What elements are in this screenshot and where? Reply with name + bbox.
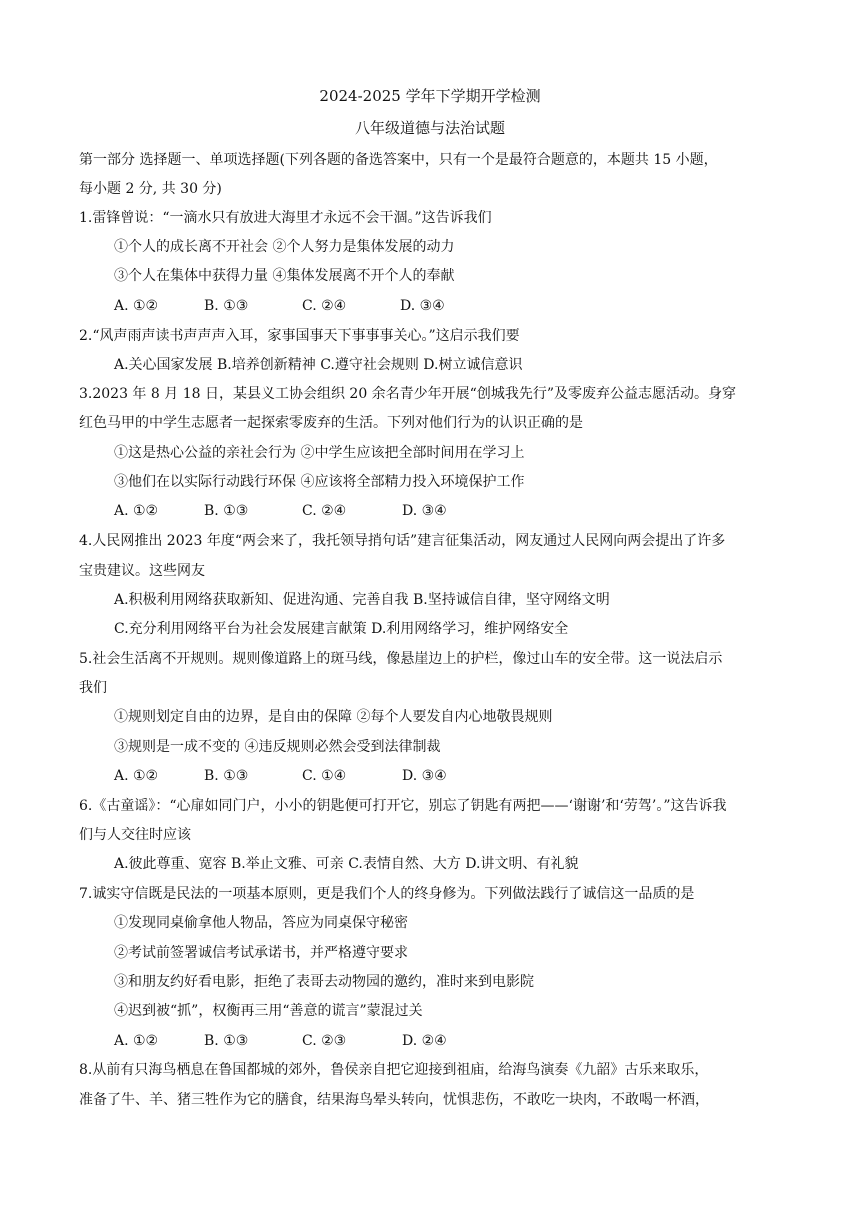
question-1-statement: ③个人在集体中获得力量 ④集体发展离不开个人的奉献 — [114, 268, 455, 284]
question-4-stem: 4.人民网推出 2023 年度“两会来了，我托领导捎句话”建言征集活动，网友通过人民网向两会提出了许多 — [79, 533, 726, 549]
option-b[interactable]: B. ①③ — [204, 298, 249, 314]
question-8-stem-cont: 准备了牛、羊、猪三牲作为它的膳食，结果海鸟晕头转向，忧惧悲伤，不敢吃一块肉，不敢喝一杯酒， — [79, 1092, 709, 1108]
option-a[interactable]: A. ①② — [114, 503, 159, 519]
question-5-stem-cont: 我们 — [79, 680, 107, 696]
option-c[interactable]: C. ②③ — [302, 1033, 347, 1049]
question-5-statement: ①规则划定自由的边界，是自由的保障 ②每个人要发自内心地敬畏规则 — [114, 709, 553, 725]
option-b[interactable]: B. ①③ — [204, 768, 249, 784]
question-1-options — [114, 296, 445, 316]
option-a[interactable]: A. ①② — [114, 298, 159, 314]
question-5-statement: ③规则是一成不变的 ④违反规则必然会受到法律制裁 — [114, 739, 441, 755]
question-4-options[interactable]: C.充分利用网络平台为社会发展建言献策 D.利用网络学习，维护网络安全 — [114, 621, 569, 637]
question-7-options — [114, 1031, 447, 1051]
question-1-stem: 1.雷锋曾说：“一滴水只有放进大海里才永远不会干涸。”这告诉我们 — [79, 210, 492, 226]
question-1-statement: ①个人的成长离不开社会 ②个人努力是集体发展的动力 — [114, 239, 455, 255]
question-2-stem: 2.“风声雨声读书声声声入耳，家事国事天下事事事关心。”这启示我们要 — [79, 328, 520, 344]
option-c[interactable]: C. ①④ — [302, 768, 347, 784]
option-b[interactable]: B. ①③ — [204, 503, 249, 519]
question-7-stem: 7.诚实守信既是民法的一项基本原则，更是我们个人的终身修为。下列做法践行了诚信这一品质的是 — [79, 886, 695, 902]
question-3-statement: ③他们在以实际行动践行环保 ④应该将全部精力投入环境保护工作 — [114, 474, 525, 490]
question-2-options[interactable]: A.关心国家发展 B.培养创新精神 C.遵守社会规则 D.树立诚信意识 — [114, 357, 523, 373]
question-7-statement: ④迟到被“抓”，权衡再三用“善意的谎言”蒙混过关 — [114, 1003, 423, 1019]
section-heading-cont: 每小题 2 分, 共 30 分) — [79, 181, 222, 197]
question-3-stem: 3.2023 年 8 月 18 日，某县义工协会组织 20 余名青少年开展“创城我先行”及零废弃公益志愿活动。身穿 — [79, 386, 736, 402]
question-3-stem-cont: 红色马甲的中学生志愿者一起探索零废弃的生活。下列对他们行为的认识正确的是 — [79, 415, 583, 431]
question-6-options[interactable]: A.彼此尊重、宽容 B.举止文雅、可亲 C.表情自然、大方 D.讲文明、有礼貌 — [114, 856, 579, 872]
question-4-options[interactable]: A.积极利用网络获取新知、促进沟通、完善自我 B.坚持诚信自律，坚守网络文明 — [114, 592, 610, 608]
option-d[interactable]: D. ③④ — [402, 768, 447, 784]
question-7-statement: ②考试前签署诚信考试承诺书，并严格遵守要求 — [114, 945, 408, 961]
option-b[interactable]: B. ①③ — [204, 1033, 249, 1049]
question-3-options — [114, 501, 447, 521]
question-5-options — [114, 766, 447, 786]
option-d[interactable]: D. ②④ — [402, 1033, 447, 1049]
option-a[interactable]: A. ①② — [114, 1033, 159, 1049]
question-4-stem-cont: 宝贵建议。这些网友 — [79, 563, 205, 579]
option-d[interactable]: D. ③④ — [400, 298, 445, 314]
option-a[interactable]: A. ①② — [114, 768, 159, 784]
option-d[interactable]: D. ③④ — [402, 503, 447, 519]
option-c[interactable]: C. ②④ — [302, 503, 347, 519]
exam-title: 2024-2025 学年下学期开学检测 — [319, 87, 541, 105]
question-7-statement: ③和朋友约好看电影，拒绝了表哥去动物园的邀约，准时来到电影院 — [114, 974, 534, 990]
question-5-stem: 5.社会生活离不开规则。规则像道路上的斑马线，像悬崖边上的护栏，像过山车的安全带。这一说法启示 — [79, 651, 723, 667]
question-3-statement: ①这是热心公益的亲社会行为 ②中学生应该把全部时间用在学习上 — [114, 445, 525, 461]
option-c[interactable]: C. ②④ — [302, 298, 347, 314]
question-6-stem: 6.《古童谣》：“心扉如同门户，小小的钥匙便可打开它，别忘了钥匙有两把——‘谢谢’和‘劳驾’。”这告诉我 — [79, 798, 727, 814]
question-6-stem-cont: 们与人交往时应该 — [79, 827, 191, 843]
question-8-stem: 8.从前有只海鸟栖息在鲁国都城的郊外，鲁侯亲自把它迎接到祖庙，给海鸟演奏《九韶》古乐来取乐， — [79, 1062, 709, 1078]
section-heading: 第一部分 选择题一、单项选择题(下列各题的备选答案中，只有一个是最符合题意的，本题共 15 小题， — [79, 152, 718, 168]
exam-subtitle: 八年级道德与法治试题 — [354, 119, 505, 137]
question-7-statement: ①发现同桌偷拿他人物品，答应为同桌保守秘密 — [114, 915, 408, 931]
